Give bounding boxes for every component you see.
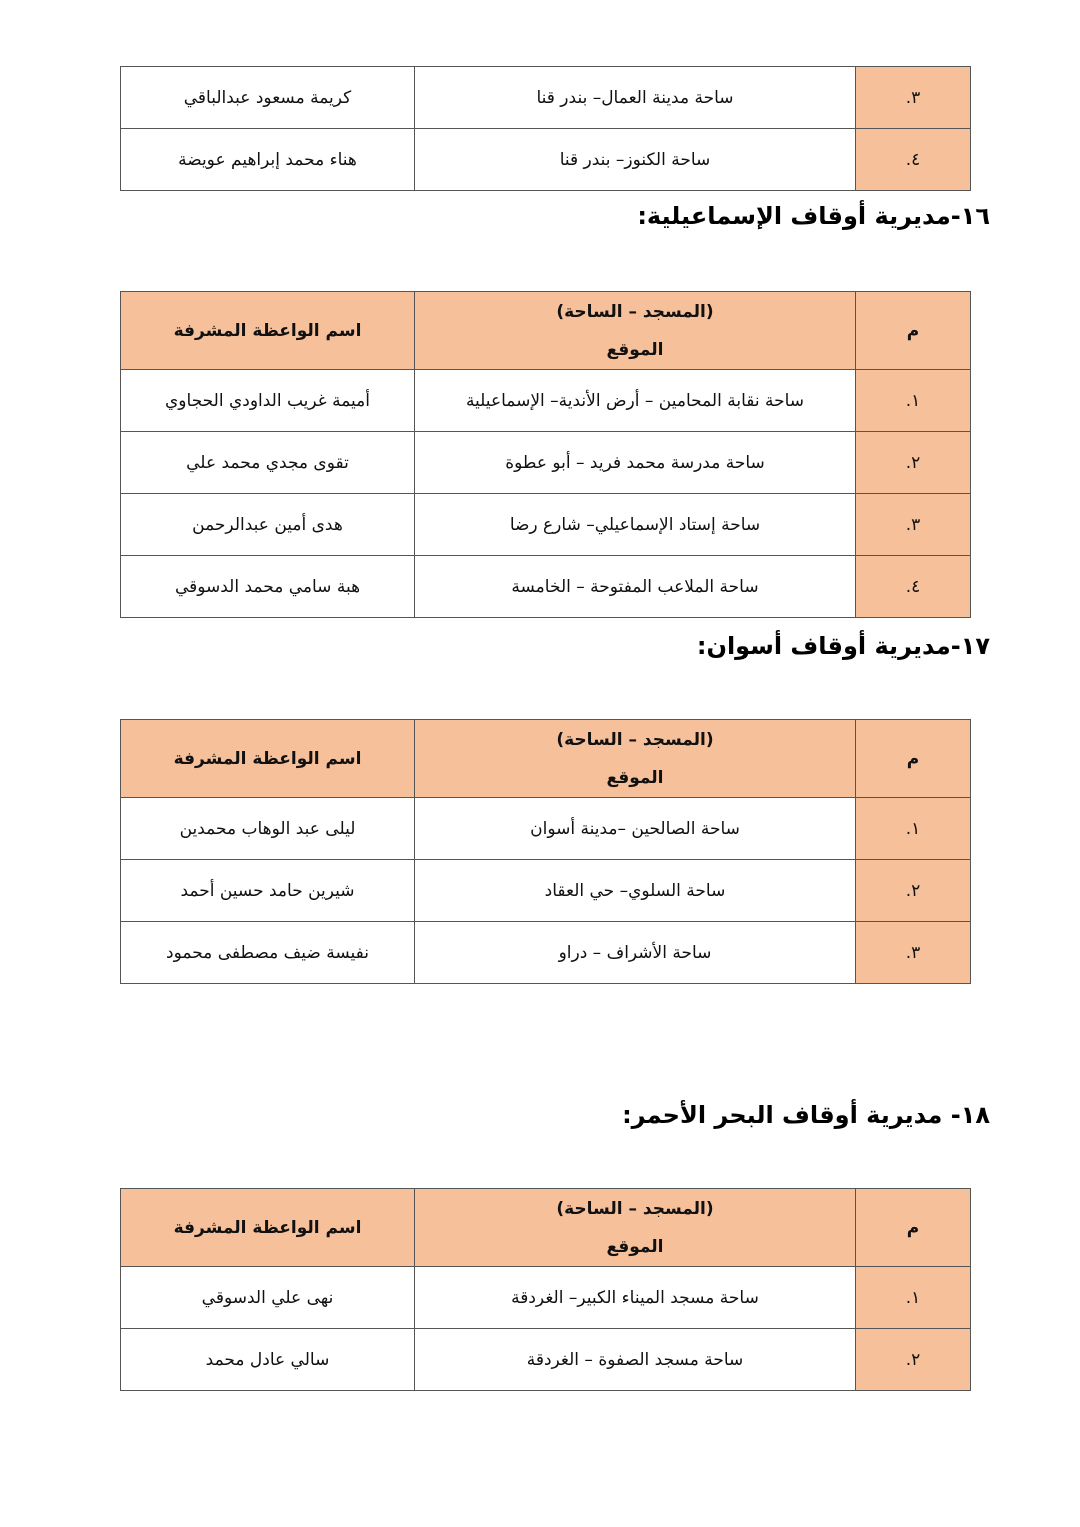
header-name: اسم الواعظة المشرفة [121, 292, 415, 370]
header-location-line1: (المسجد – الساحة) [556, 301, 714, 322]
header-location-line1: (المسجد – الساحة) [556, 729, 714, 750]
row-number: ٣. [856, 922, 971, 984]
table-red-sea [120, 1188, 971, 1391]
row-number: ٤. [856, 129, 971, 191]
row-location: ساحة إستاد الإسماعيلي– شارع رضا [415, 494, 856, 556]
table-row [121, 370, 971, 432]
section-heading-red-sea: ١٨- مديرية أوقاف البحر الأحمر: [622, 1101, 990, 1129]
row-location: ساحة نقابة المحامين – أرض الأندية– الإسماعيلية [415, 370, 856, 432]
row-supervisor-name: هناء محمد إبراهيم عويضة [121, 129, 415, 191]
table-row [121, 494, 971, 556]
row-supervisor-name: هبة سامي محمد الدسوقي [121, 556, 415, 618]
table-header-row [121, 292, 971, 370]
row-supervisor-name: نهى علي الدسوقي [121, 1267, 415, 1329]
row-location: ساحة الأشراف – دراو [415, 922, 856, 984]
header-location-line2: الموقع [606, 339, 664, 360]
row-number: ٢. [856, 860, 971, 922]
row-location: ساحة مسجد الميناء الكبير– الغردقة [415, 1267, 856, 1329]
row-supervisor-name: تقوى مجدي محمد علي [121, 432, 415, 494]
row-number: ١. [856, 370, 971, 432]
table-row [121, 556, 971, 618]
table-qena-continued [120, 66, 971, 191]
row-number: ٢. [856, 432, 971, 494]
row-supervisor-name: ليلى عبد الوهاب محمدين [121, 798, 415, 860]
table-row [121, 798, 971, 860]
row-number: ١. [856, 1267, 971, 1329]
row-number: ١. [856, 798, 971, 860]
header-num: م [856, 292, 971, 370]
row-supervisor-name: أميمة غريب الداودي الحجاوي [121, 370, 415, 432]
table-header-row [121, 720, 971, 798]
table-header-row [121, 1189, 971, 1267]
row-location: ساحة مدينة العمال– بندر قنا [415, 67, 856, 129]
row-supervisor-name: شيرين حامد حسين أحمد [121, 860, 415, 922]
header-name: اسم الواعظة المشرفة [121, 1189, 415, 1267]
header-num: م [856, 1189, 971, 1267]
table-row [121, 129, 971, 191]
row-supervisor-name: هدى أمين عبدالرحمن [121, 494, 415, 556]
section-heading-ismailia: ١٦-مديرية أوقاف الإسماعيلية: [637, 202, 990, 230]
row-location: ساحة الملاعب المفتوحة – الخامسة [415, 556, 856, 618]
row-location: ساحة السلوي– حي العقاد [415, 860, 856, 922]
row-number: ٣. [856, 494, 971, 556]
header-location [415, 292, 856, 370]
header-location [415, 720, 856, 798]
section-heading-aswan: ١٧-مديرية أوقاف أسوان: [696, 632, 990, 660]
header-location-line1: (المسجد – الساحة) [556, 1198, 714, 1219]
row-supervisor-name: نفيسة ضيف مصطفى محمود [121, 922, 415, 984]
row-supervisor-name: كريمة مسعود عبدالباقي [121, 67, 415, 129]
table-row [121, 860, 971, 922]
table-aswan [120, 719, 971, 984]
row-number: ٣. [856, 67, 971, 129]
header-location-line2: الموقع [606, 1236, 664, 1257]
table-ismailia [120, 291, 971, 618]
table-row [121, 67, 971, 129]
table-row [121, 1329, 971, 1391]
row-location: ساحة مدرسة محمد فريد – أبو عطوة [415, 432, 856, 494]
row-location: ساحة الكنوز– بندر قنا [415, 129, 856, 191]
header-location [415, 1189, 856, 1267]
row-number: ٢. [856, 1329, 971, 1391]
row-number: ٤. [856, 556, 971, 618]
row-location: ساحة مسجد الصفوة – الغردقة [415, 1329, 856, 1391]
table-row [121, 922, 971, 984]
table-row [121, 1267, 971, 1329]
table-row [121, 432, 971, 494]
header-num: م [856, 720, 971, 798]
row-supervisor-name: سالي عادل محمد [121, 1329, 415, 1391]
header-name: اسم الواعظة المشرفة [121, 720, 415, 798]
row-location: ساحة الصالحين –مدينة أسوان [415, 798, 856, 860]
header-location-line2: الموقع [606, 767, 664, 788]
